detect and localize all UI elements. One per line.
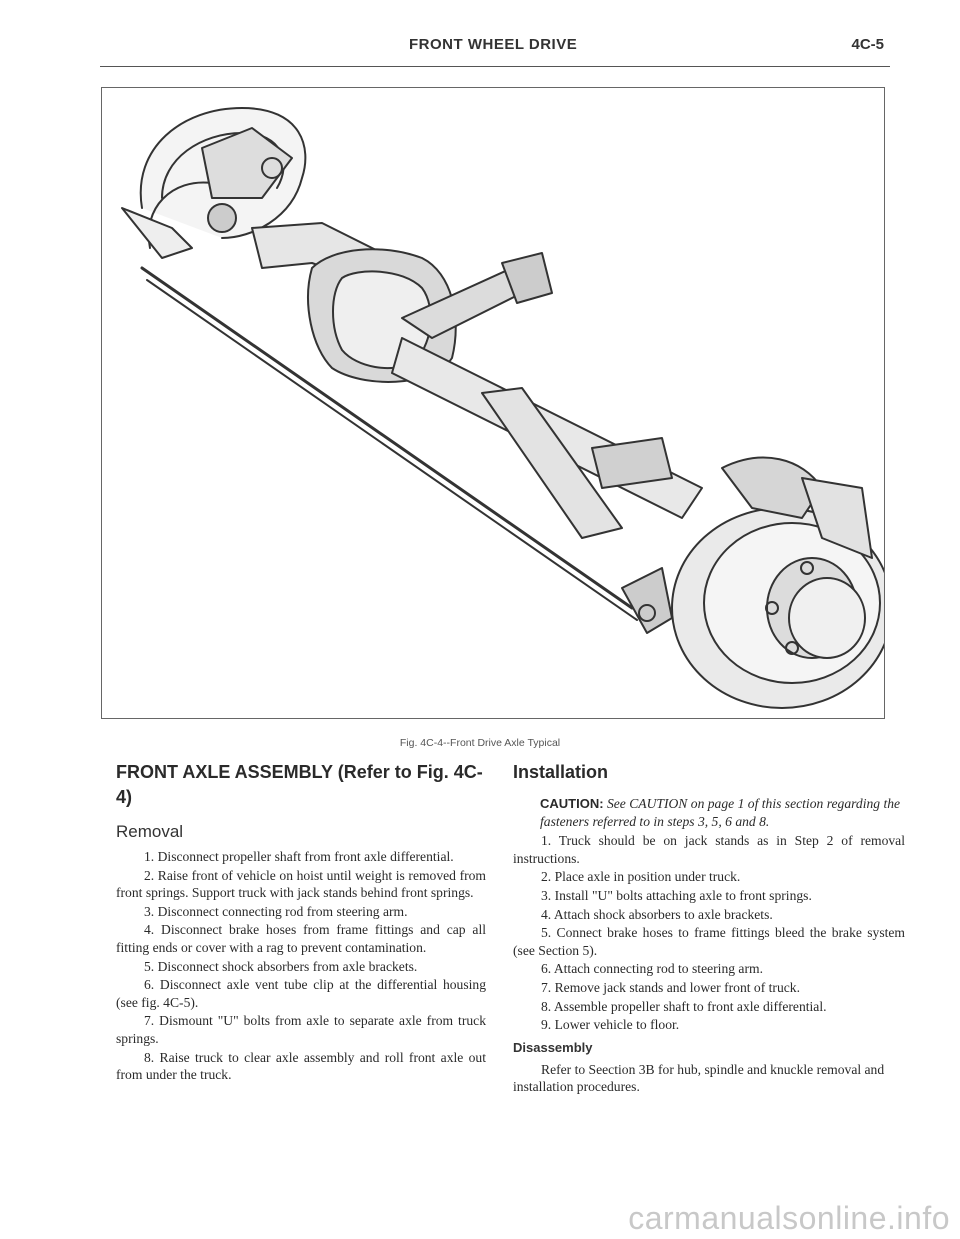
removal-step-5: 5. Disconnect shock absorbers from axle brackets. (144, 958, 418, 974)
removal-step-3: 3. Disconnect connecting rod from steering arm. (144, 903, 408, 919)
install-step-6: 6. Attach connecting rod to steering arm. (541, 961, 763, 977)
install-step-4: 4. Attach shock absorbers to axle brackets. (541, 906, 773, 922)
section-heading: FRONT AXLE ASSEMBLY (Refer to Fig. 4C-4) (116, 762, 483, 807)
disassembly-text: Refer to Seection 3B for hub, spindle and knuckle removal and installation procedures. (513, 1061, 885, 1095)
removal-heading: Removal (116, 822, 184, 841)
caution-text: See CAUTION on page 1 of this section regarding the fasteners referred to in steps 3, 5, 6 and 8. (540, 796, 901, 829)
install-step-5: 5. Connect brake hoses to frame fittings bleed the brake system (see Section 5). (513, 925, 905, 958)
install-step-1: 1. Truck should be on jack stands as in Step 2 of removal instructions. (513, 833, 905, 866)
disassembly-heading: Disassembly (513, 1039, 593, 1055)
install-step-8: 8. Assemble propeller shaft to front axle differential. (541, 998, 827, 1014)
right-column (513, 760, 905, 1096)
installation-heading: Installation (513, 762, 609, 782)
removal-step-2: 2. Raise front of vehicle on hoist until weight is removed from front springs. Support truck with jack stands behind front springs. (116, 867, 486, 901)
install-step-7: 7. Remove jack stands and lower front of truck. (541, 979, 800, 995)
page-header (100, 36, 890, 67)
removal-step-6: 6. Disconnect axle vent tube clip at the differential housing (see fig. 4C-5). (116, 977, 486, 1010)
header-title: FRONT WHEEL DRIVE (409, 36, 578, 53)
left-column (116, 760, 486, 1085)
removal-step-4: 4. Disconnect brake hoses from frame fittings and cap all fitting ends or cover with a rag to prevent contamination. (116, 922, 486, 955)
caution-note (540, 795, 905, 830)
removal-step-1: 1. Disconnect propeller shaft from front axle differential. (144, 849, 454, 864)
removal-step-7: 7. Dismount "U" bolts from axle to separate axle from truck springs. (116, 1013, 486, 1046)
page-number: 4C-5 (851, 36, 884, 53)
install-step-9: 9. Lower vehicle to floor. (541, 1017, 680, 1033)
front-drive-axle-drawing (102, 88, 884, 718)
install-step-2: 2. Place axle in position under truck. (541, 869, 741, 885)
install-step-3: 3. Install "U" bolts attaching axle to front springs. (541, 887, 812, 903)
figure-caption: Fig. 4C-4--Front Drive Axle Typical (399, 737, 561, 749)
watermark-text: carmanualsonline.info (628, 1200, 950, 1236)
axle-illustration (101, 87, 885, 719)
caution-label: CAUTION: (540, 796, 604, 811)
removal-step-8: 8. Raise truck to clear axle assembly and roll front axle out from under the truck. (116, 1049, 486, 1083)
